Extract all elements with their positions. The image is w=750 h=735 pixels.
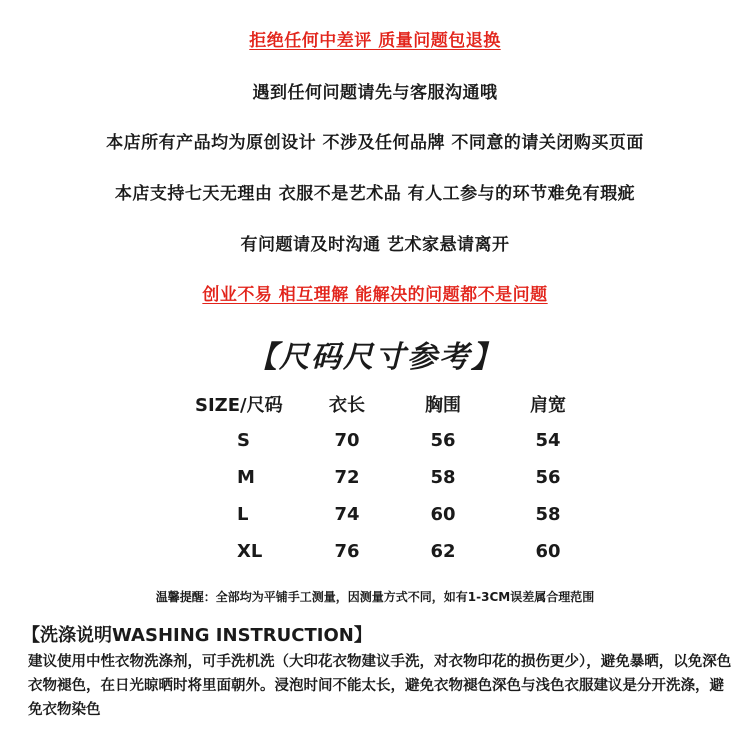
chest-value: 58: [430, 467, 456, 488]
shoulder-value: 56: [535, 467, 561, 488]
notice-line-understanding: 创业不易 相互理解 能解决的问题都不是问题: [202, 285, 548, 305]
length-value: 76: [334, 541, 360, 562]
header-size: SIZE/尺码: [195, 394, 283, 416]
table-row: [195, 422, 593, 459]
header-shoulder: 肩宽: [530, 394, 566, 416]
size-label: S: [237, 430, 250, 451]
notice-line-communicate: 有问题请及时沟通 艺术家悬请离开: [240, 235, 510, 255]
chest-value: 60: [430, 504, 456, 525]
notice-line-contact-service: 遇到任何问题请先与客服沟通哦: [252, 83, 498, 103]
shoulder-value: 54: [535, 430, 561, 451]
chest-value: 56: [430, 430, 456, 451]
shoulder-value: 58: [535, 504, 561, 525]
size-table: [195, 385, 593, 570]
table-row: [195, 496, 593, 533]
size-chart-title: 【尺码尺寸参考】: [247, 340, 503, 375]
notice-line-no-bad-reviews: 拒绝任何中差评 质量问题包退换: [249, 31, 501, 51]
length-value: 72: [334, 467, 360, 488]
measurement-note: 温馨提醒：全部均为平铺手工测量，因测量方式不同，如有1-3CM误差属合理范围: [155, 590, 595, 604]
size-table-header-row: [195, 385, 593, 422]
shoulder-value: 60: [535, 541, 561, 562]
header-chest: 胸围: [425, 394, 461, 416]
size-label: M: [237, 467, 255, 488]
header-length: 衣长: [329, 394, 365, 416]
notice-line-original-design: 本店所有产品均为原创设计 不涉及任何品牌 不同意的请关闭购买页面: [106, 133, 644, 153]
washing-instructions: 建议使用中性衣物洗涤剂，可手洗机洗（大印花衣物建议手洗，对衣物印花的损伤更少），避免暴晒，以免深色衣物褪色，在日光晾晒时将里面朝外。浸泡时间不能太长，避免衣物褪色深色与浅色衣服建议是分开洗涤，避免衣物染色: [28, 654, 732, 718]
chest-value: 62: [430, 541, 456, 562]
size-label: XL: [237, 541, 263, 562]
washing-title: 【洗涤说明WASHING INSTRUCTION】: [22, 625, 372, 646]
notice-line-seven-day-return: 本店支持七天无理由 衣服不是艺术品 有人工参与的环节难免有瑕疵: [114, 184, 636, 204]
table-row: [195, 533, 593, 570]
size-label: L: [237, 504, 249, 525]
length-value: 74: [334, 504, 360, 525]
length-value: 70: [334, 430, 360, 451]
table-row: [195, 459, 593, 496]
